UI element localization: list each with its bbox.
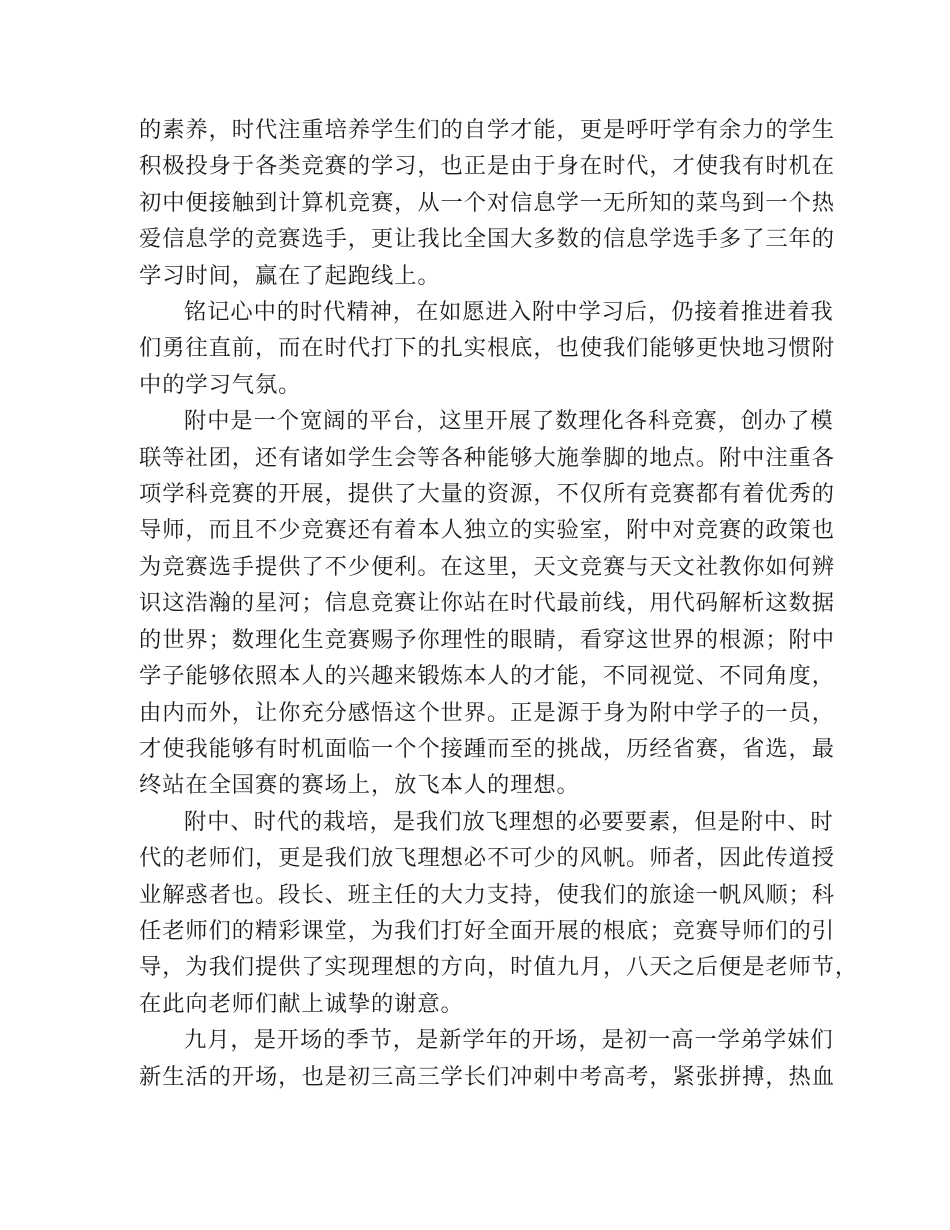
text-line: 任老师们的精彩课堂，为我们打好全面开展的根底；竞赛导师们的引: [139, 917, 835, 944]
document-body: [139, 112, 859, 1095]
text-line: 由内而外，让你充分感悟这个世界。正是源于身为附中学子的一员，: [139, 699, 835, 726]
text-line: 导，为我们提供了实现理想的方向，时值九月，八天之后便是老师节，: [139, 954, 859, 981]
text-line: 为竞赛选手提供了不少便利。在这里，天文竞赛与天文社教你如何辨: [139, 553, 835, 580]
text-line: 学子能够依照本人的兴趣来锻炼本人的才能，不同视觉、不同角度，: [139, 663, 835, 690]
text-line: 的素养，时代注重培养学生们的自学才能，更是呼吁学有余力的学生: [139, 117, 835, 143]
text-line: 识这浩瀚的星河；信息竞赛让你站在时代最前线，用代码解析这数据: [139, 590, 835, 617]
text-line: 终站在全国赛的赛场上，放飞本人的理想。: [139, 772, 580, 799]
text-line: 九月，是开场的季节，是新学年的开场，是初一高一学弟学妹们: [184, 1027, 834, 1054]
text-line: 的世界；数理化生竞赛赐予你理性的眼睛，看穿这世界的根源；附中: [139, 626, 835, 653]
text-line: 铭记心中的时代精神，在如愿进入附中学习后，仍接着推进着我: [184, 299, 834, 326]
text-line: 附中、时代的栽培，是我们放飞理想的必要要素，但是附中、时: [184, 808, 834, 835]
text-line: 中的学习气氛。: [139, 371, 302, 398]
text-line: 在此向老师们献上诚挚的谢意。: [139, 990, 464, 1017]
text-line: 爱信息学的竞赛选手，更让我比全国大多数的信息学选手多了三年的: [139, 226, 835, 253]
paragraph-4: [139, 804, 859, 1022]
text-line: 联等社团，还有诸如学生会等各种能够大施拳脚的地点。附中注重各: [139, 444, 835, 471]
paragraph-2: [139, 294, 835, 403]
paragraph-3: [139, 403, 835, 803]
paragraph-5: [139, 1022, 835, 1095]
text-line: 才使我能够有时机面临一个个接踵而至的挑战，历经省赛，省选，最: [139, 735, 835, 762]
text-line: 代的老师们，更是我们放飞理想必不可少的风帆。师者，因此传道授: [139, 845, 835, 872]
text-line: 导师，而且不少竞赛还有着本人独立的实验室，附中对竞赛的政策也: [139, 517, 835, 544]
text-line: 积极投身于各类竞赛的学习，也正是由于身在时代，才使我有时机在: [139, 153, 835, 180]
text-line: 业解惑者也。段长、班主任的大力支持，使我们的旅途一帆风顺；科: [139, 881, 835, 908]
text-line: 们勇往直前，而在时代打下的扎实根底，也使我们能够更快地习惯附: [139, 335, 835, 362]
text-line: 学习时间，赢在了起跑线上。: [139, 262, 441, 289]
text-line: 项学科竞赛的开展，提供了大量的资源，不仅所有竞赛都有着优秀的: [139, 481, 835, 508]
text-line: 新生活的开场，也是初三高三学长们冲刺中考高考，紧张拼搏，热血: [139, 1063, 835, 1090]
text-line: 初中便接触到计算机竞赛，从一个对信息学一无所知的菜鸟到一个热: [139, 189, 835, 216]
text-line: 附中是一个宽阔的平台，这里开展了数理化各科竞赛，创办了模: [184, 408, 834, 435]
paragraph-1: [139, 112, 835, 294]
